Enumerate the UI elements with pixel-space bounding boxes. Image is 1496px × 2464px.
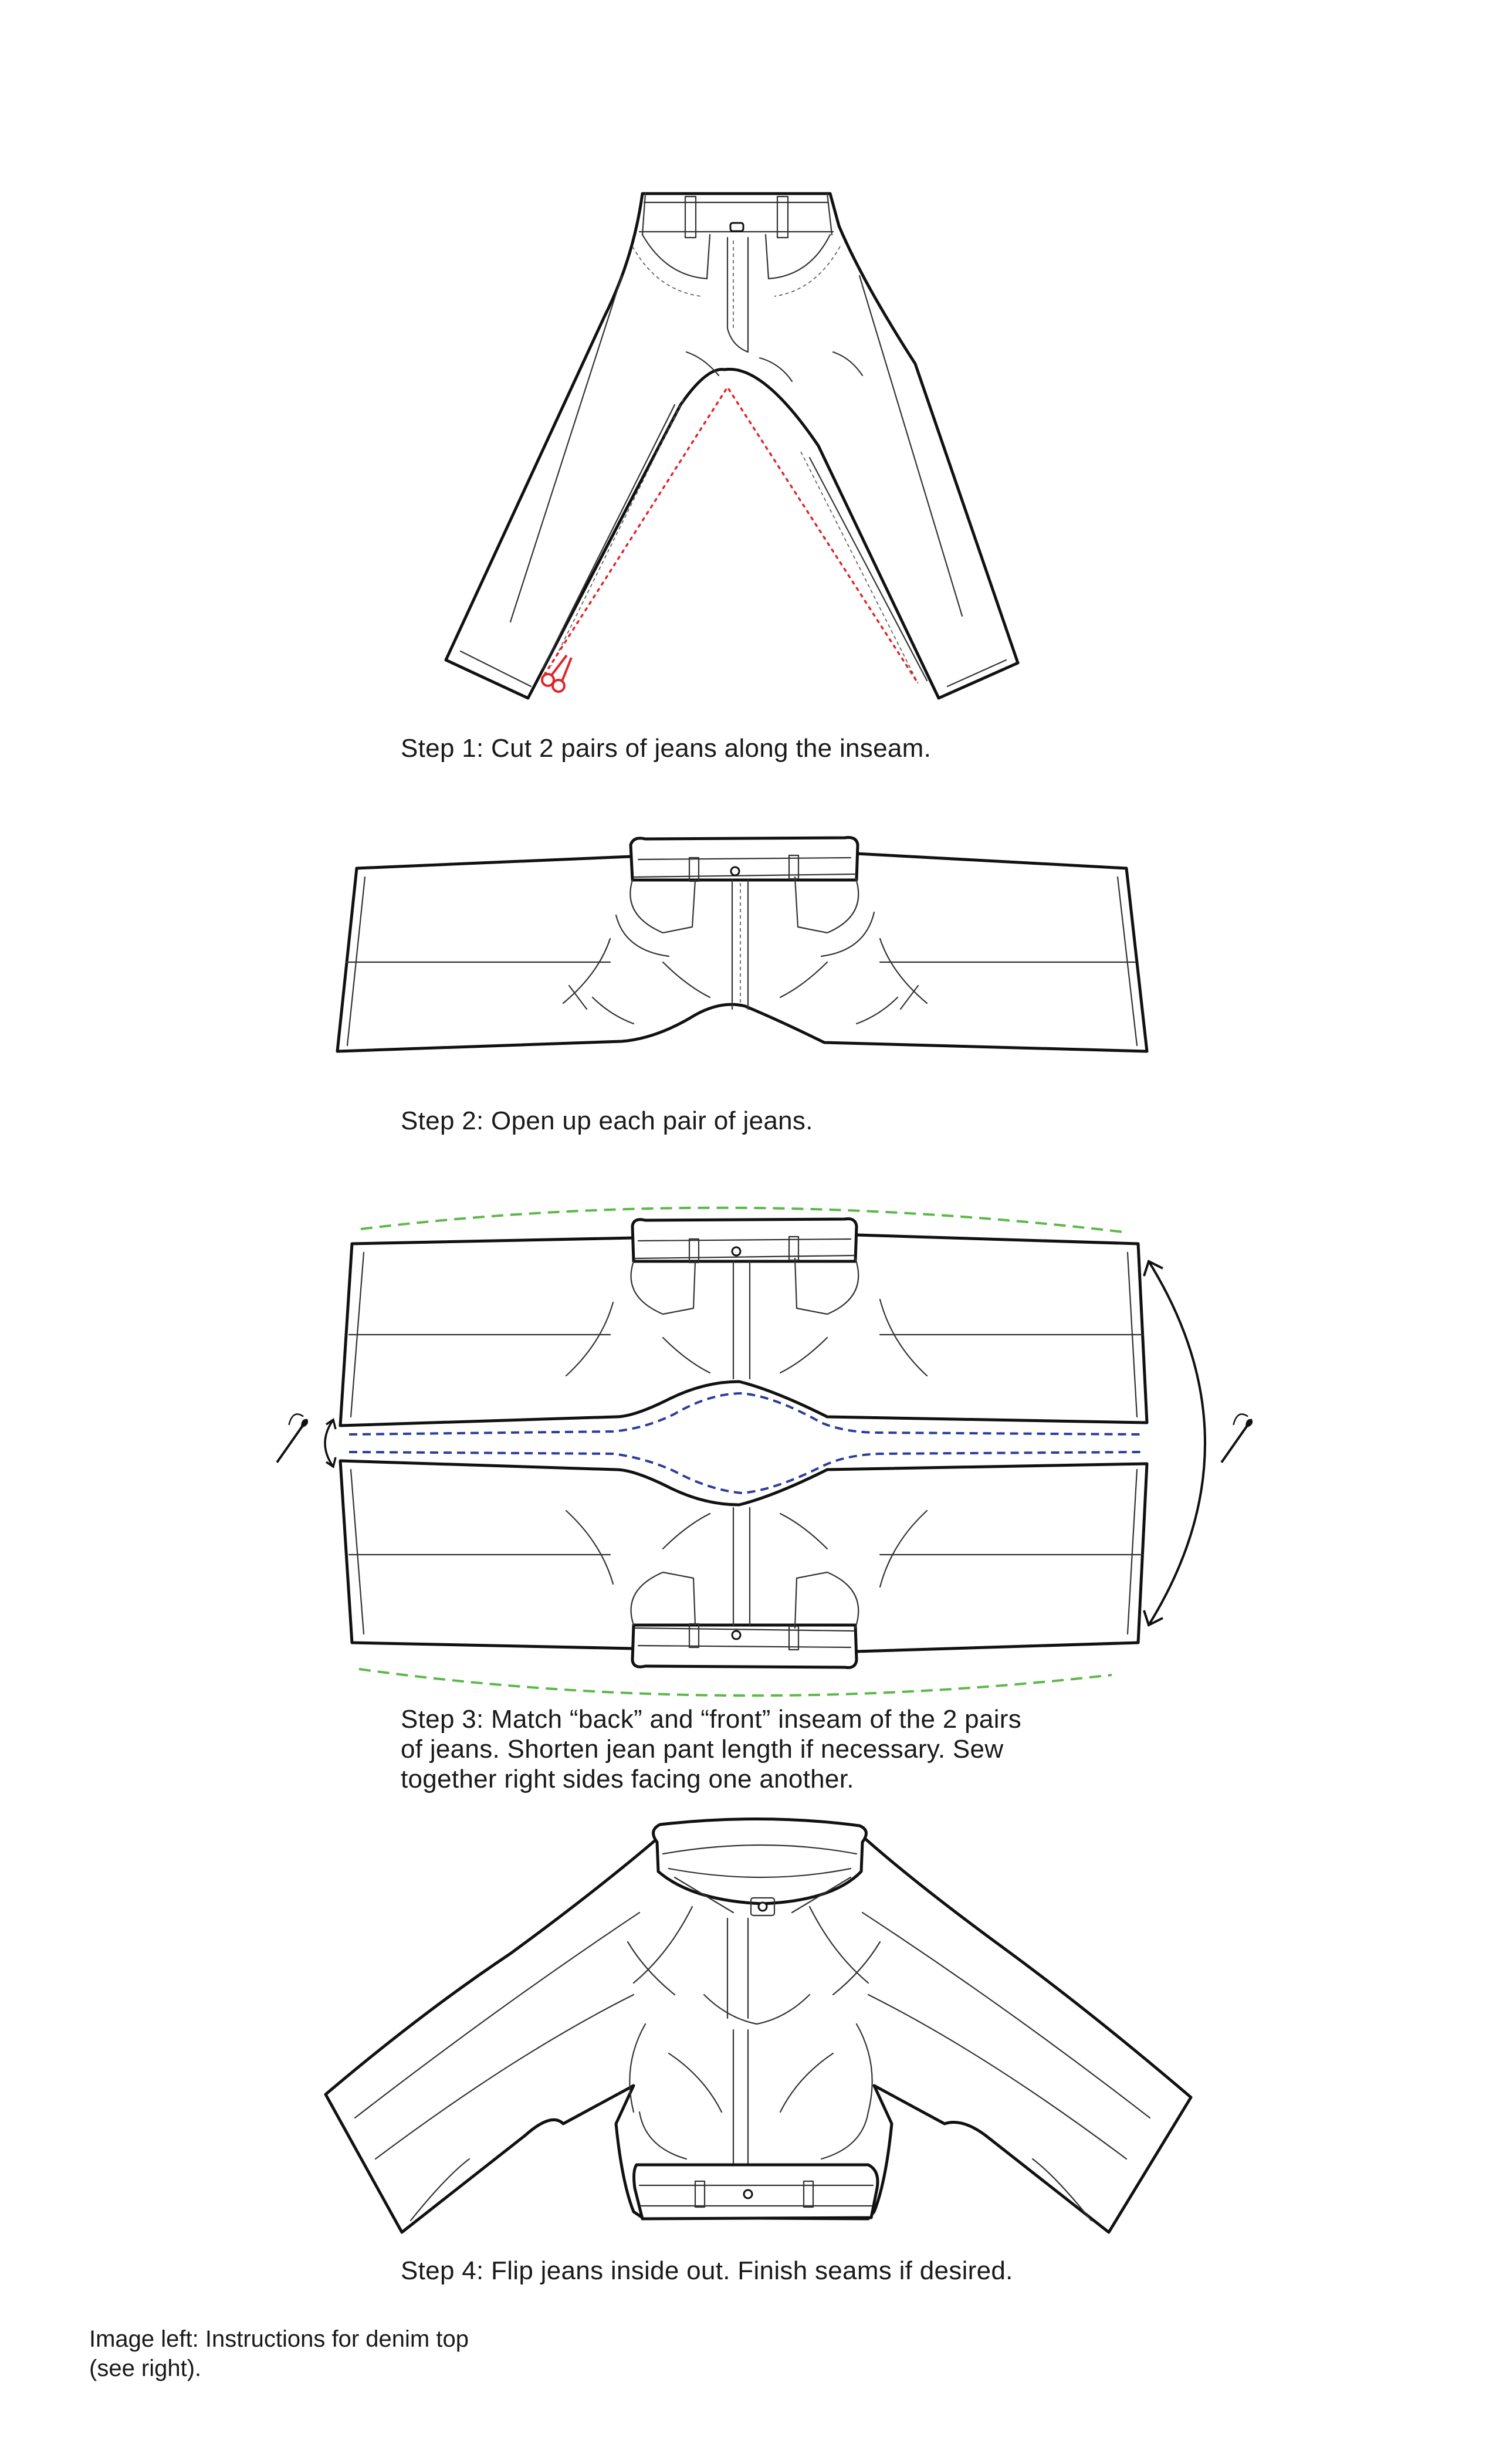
step4-caption-line: Step 4: Flip jeans inside out. Finish seams if desired.: [401, 2256, 1013, 2285]
step4-caption: [401, 2256, 1163, 2286]
step1-caption: [401, 733, 1163, 763]
step3-caption: [401, 1704, 1163, 1794]
step3-caption-line-1: Step 3: Match “back” and “front” inseam of the 2 pairs: [401, 1705, 1022, 1734]
step4-denim-top-drawing: [326, 1819, 1191, 2232]
curved-arrow-icon: [1144, 1261, 1205, 1625]
step2-caption-line: Step 2: Open up each pair of jeans.: [401, 1106, 813, 1135]
image-note-line-2: (see right).: [89, 2355, 202, 2381]
step1-jeans-drawing: [446, 194, 1018, 698]
hem-guide-bottom: [359, 1669, 1112, 1695]
step2-open-jeans-drawing: [337, 838, 1147, 1052]
step2-caption: [401, 1106, 1163, 1136]
open-jeans-outline: [337, 854, 1147, 1051]
step3-matched-jeans-drawing: [266, 1208, 1253, 1695]
needle-icon: [1210, 1412, 1253, 1464]
step1-caption-line: Step 1: Cut 2 pairs of jeans along the inseam.: [401, 734, 932, 763]
jeans-outline: [446, 194, 1018, 698]
image-note-line-1: Image left: Instructions for denim top: [89, 2326, 469, 2352]
needle-icon: [266, 1412, 309, 1464]
step3-caption-line-3: together right sides facing one another.: [401, 1765, 854, 1793]
image-note: [89, 2324, 469, 2383]
curved-arrow-icon: [325, 1420, 336, 1467]
step3-caption-line-2: of jeans. Shorten jean pant length if necessary. Sew: [401, 1735, 1004, 1764]
